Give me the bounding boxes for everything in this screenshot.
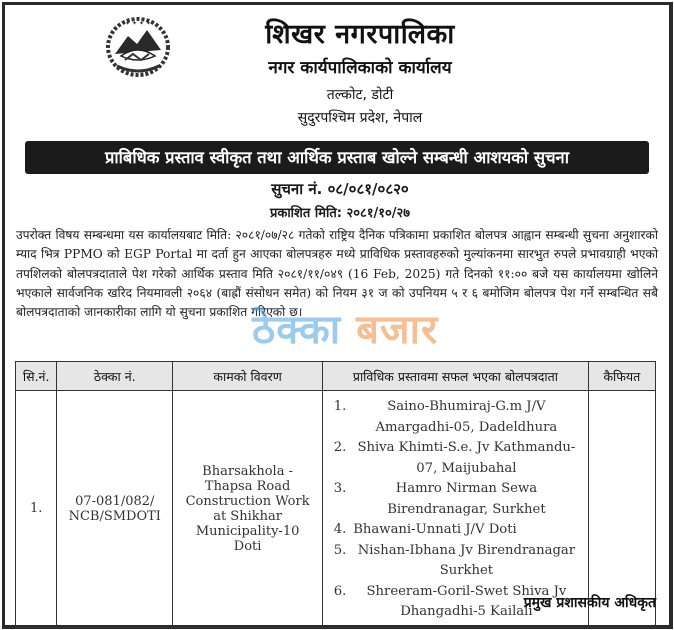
municipality-title: शिखर नगरपालिका — [265, 19, 455, 50]
cell-contract-no: 07-081/082/ NCB/SMDOTI — [57, 391, 173, 628]
table-header-row — [16, 362, 656, 391]
notice-number: सुचना नं. ०८/०८१/०८२० — [271, 180, 409, 198]
col-header-serial: सि.नं. — [16, 362, 57, 391]
bidders-table — [15, 361, 656, 628]
watermark-part-2: बजार — [356, 307, 439, 353]
col-header-contract-no: ठेक्का नं. — [57, 362, 173, 391]
list-item: 5. Nishan-Ibhana Jv Birendranagar Surkhet — [331, 541, 584, 582]
svg-text:✦ ✦ ✦ ✦: ✦ ✦ ✦ ✦ — [125, 20, 151, 27]
cell-bidders — [323, 391, 589, 628]
list-item: 3. Hamro Nirman Sewa Birendranagar, Surkhet — [331, 479, 584, 520]
bidder-name: Shreeram-Goril-Swet Shiva Jv Dhangadhi-5 Kailali — [366, 583, 567, 619]
table-row — [16, 391, 656, 628]
watermark — [252, 300, 438, 355]
bidder-name: Saino-Bhumiraj-G.m J/V Amargadhi-05, Dadeldhura — [375, 399, 558, 435]
bidder-name: Shiva Khimti-S.e. Jv Kathmandu-07, Maijubahal — [357, 440, 576, 476]
cell-serial: 1. — [16, 391, 57, 628]
col-header-successful-bidders: प्राविधिक प्रस्तावमा सफल भएका बोलपत्रदाता — [323, 362, 589, 391]
bidder-name: Hamro Nirman Sewa Birendranagar, Surkhet — [387, 481, 546, 517]
col-header-remarks: कैफियत — [588, 362, 655, 391]
office-subtitle: नगर कार्यपालिकाको कार्यालय — [268, 58, 452, 78]
col-header-work-description: कामको विवरण — [173, 362, 323, 391]
list-item: 2. Shiva Khimti-S.e. Jv Kathmandu-07, Maijubahal — [331, 438, 584, 479]
bidder-name: Bhawani-Unnati J/V Doti — [349, 522, 517, 537]
cell-remarks — [588, 391, 655, 628]
bidder-name: Nishan-Ibhana Jv Birendranagar Surkhet — [357, 542, 576, 578]
list-item: 4. Bhawani-Unnati J/V Doti — [331, 520, 584, 541]
signatory-title: प्रमुख प्रशासकीय अधिकृत — [523, 595, 656, 611]
published-date: प्रकाशित मिति: २०८१/१०/२७ — [269, 206, 411, 221]
bidders-list — [331, 397, 584, 623]
province-country: सुदुरपश्चिम प्रदेश, नेपाल — [297, 110, 423, 126]
office-address: तल्कोट, डोटी — [326, 87, 394, 103]
notice-heading-banner: प्राबिधिक प्रस्ताव स्वीकृत तथा आर्थिक प्रस्ताब खोल्ने सम्बन्धी आशयको सुचना — [25, 141, 649, 174]
cell-work-description: Bharsakhola -Thapsa Road Construction Work at Shikhar Municipality-10 Doti — [173, 391, 323, 628]
list-item: 1. Saino-Bhumiraj-G.m J/V Amargadhi-05, Dadeldhura — [331, 397, 584, 438]
list-item: 6. Shreeram-Goril-Swet Shiva Jv Dhangadhi-5 Kailali — [331, 582, 584, 623]
watermark-part-1: ठेक्का — [252, 307, 342, 353]
notice-body-paragraph: उपरोक्त विषय सम्बन्धमा यस कार्यालयबाट मिति: २०८१/०७/२८ गतेको राष्ट्रिय दैनिक पत्रिकामा प्रकाशित बोलपत्र आह्वान सम्बन्धी सुचना अनुशारको म्याद भित्र PPMO को EGP Portal मा दर्ता हुन आएका बोलपत्रहरु मध्ये प्राविधिक प्रस्तावहरुको मुल्यांकनमा सारभुत रुपले प्रभावग्राही भएको तपशिलको बोलपत्रदाताले पेश गरेको आर्थिक प्रस्ताव मिति २०८१/११/०४९ (16 Feb, 2025) गते दिनको ११:०० बजे यस कार्यालयमा खोलिने भएकाले सार्वजनिक खरिद नियमावली २०६४ (बाह्रौं संसोधन समेत) को नियम ३१ ज को उपनियम ५ र ६ बमोजिम बोलपत्र पेश गर्ने सम्बन्धित सबै बोलपत्रदाताको जानकारीका लागि यो सुचना प्रकाशित गरिएको छ। — [16, 228, 658, 320]
